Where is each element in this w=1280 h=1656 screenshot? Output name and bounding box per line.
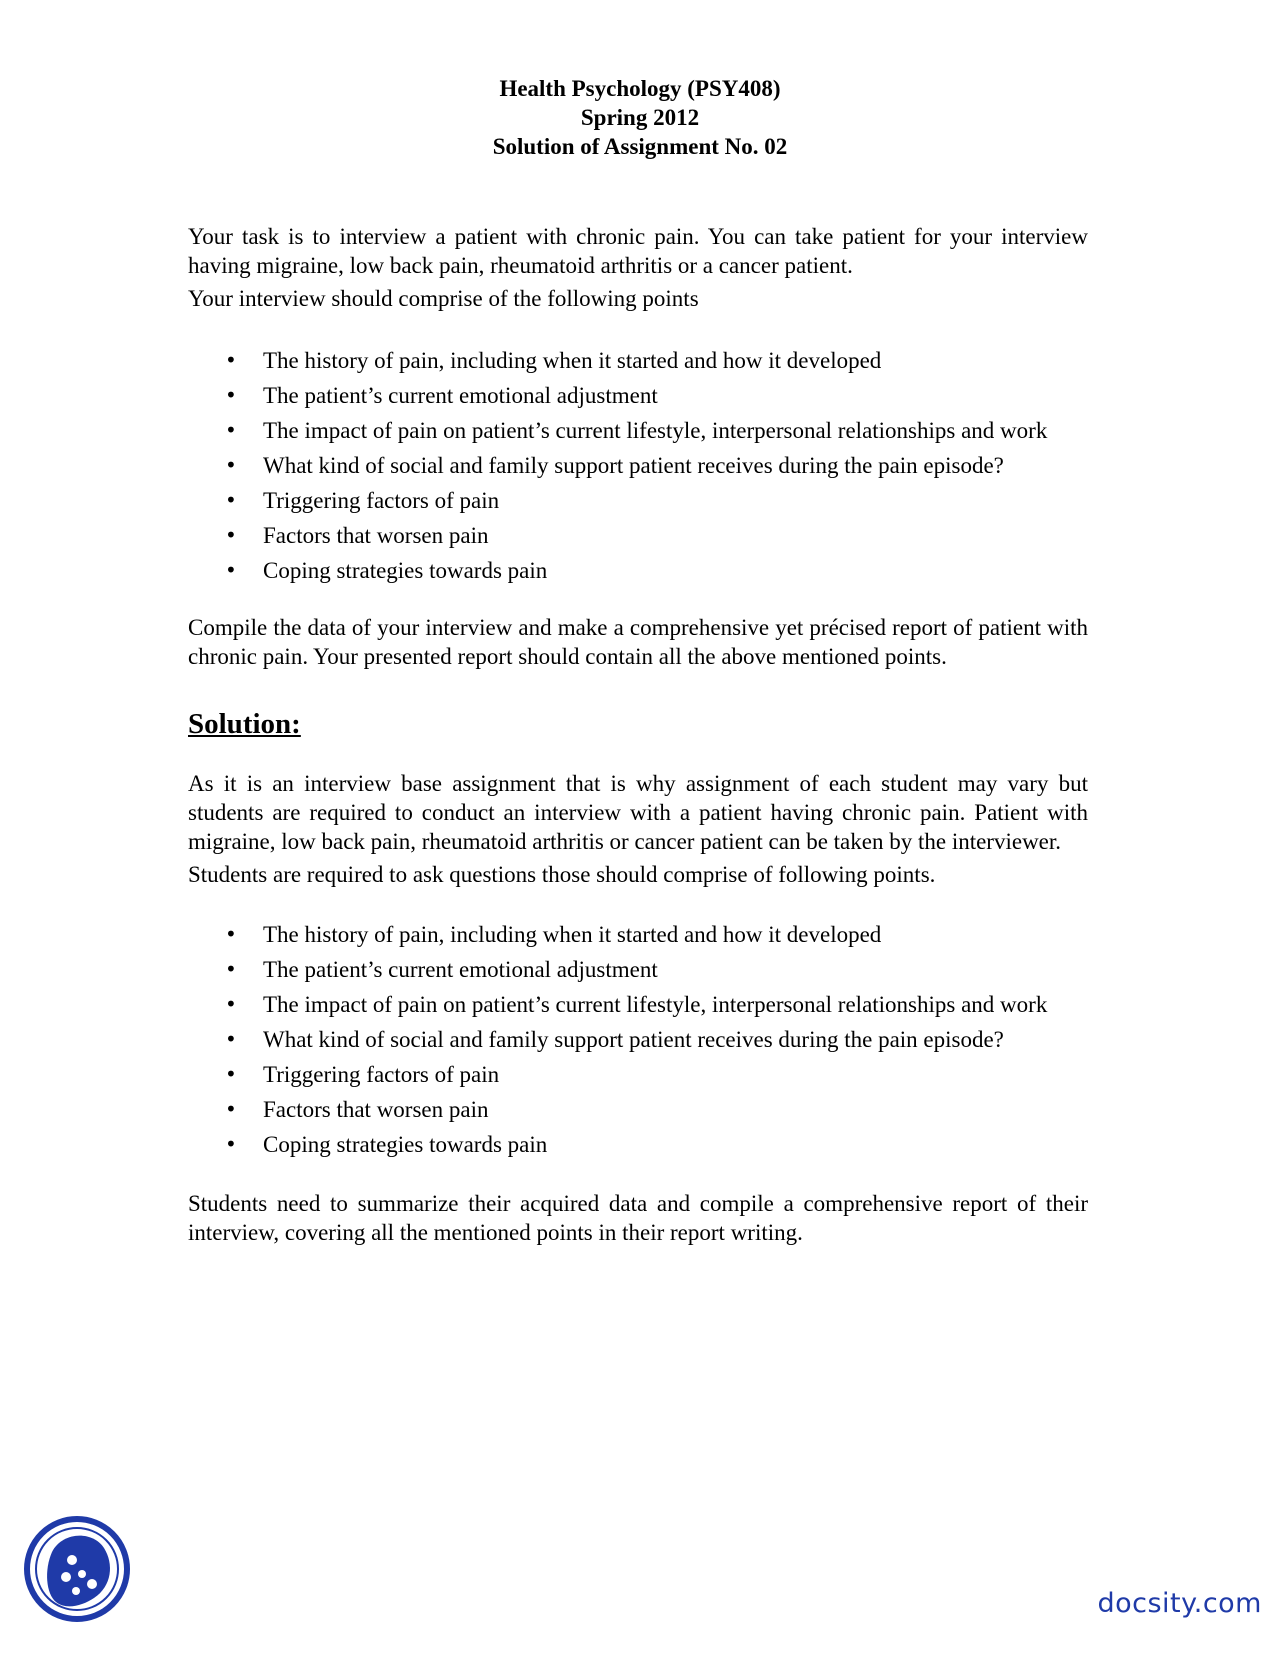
list-item: • The patient’s current emotional adjustment (188, 955, 1088, 984)
task-closing: Compile the data of your interview and make a comprehensive yet précised report of patient with chronic pain. Your presented report should contain all the above mentioned points. (188, 615, 1088, 669)
list-item: • The impact of pain on patient’s current lifestyle, interpersonal relationships and work (188, 416, 1088, 445)
list-item: • Factors that worsen pain (188, 1095, 1088, 1124)
list-item: • Factors that worsen pain (188, 521, 1088, 550)
task-points-list (188, 346, 1088, 585)
list-item: • Coping strategies towards pain (188, 1130, 1088, 1159)
list-item: • Triggering factors of pain (188, 1060, 1088, 1089)
list-item: • The history of pain, including when it started and how it developed (188, 346, 1088, 375)
list-item: • The patient’s current emotional adjustment (188, 381, 1088, 410)
document-header (0, 74, 1280, 161)
solution-heading: Solution: (188, 708, 301, 740)
assignment-title: Solution of Assignment No. 02 (492, 134, 788, 159)
semester: Spring 2012 (580, 105, 700, 130)
course-title: Health Psychology (PSY408) (499, 76, 781, 101)
list-item: • What kind of social and family support patient receives during the pain episode? (188, 1025, 1088, 1054)
docsity-logo-icon (22, 1514, 132, 1624)
task-intro-points: Your interview should comprise of the following points (188, 286, 699, 311)
task-intro: Your task is to interview a patient with chronic pain. You can take patient for your interview having migraine, low back pain, rheumatoid arthritis or a cancer patient. (188, 224, 1088, 278)
brand-link[interactable]: docsity.com (1097, 1588, 1262, 1619)
list-item: • Triggering factors of pain (188, 486, 1088, 515)
list-item: • The history of pain, including when it started and how it developed (188, 920, 1088, 949)
list-item: • The impact of pain on patient’s current lifestyle, interpersonal relationships and work (188, 990, 1088, 1019)
solution-intro-points: Students are required to ask questions those should comprise of following points. (188, 862, 936, 887)
document-body (188, 222, 1088, 1247)
list-item: • Coping strategies towards pain (188, 556, 1088, 585)
solution-para: As it is an interview base assignment that is why assignment of each student may vary but students are required to conduct an interview with a patient having chronic pain. Patient with migraine, low back pain, rheumatoid arthritis or cancer patient can be taken by the interviewer. (188, 771, 1088, 854)
solution-closing: Students need to summarize their acquired data and compile a comprehensive report of their interview, covering all the mentioned points in their report writing. (188, 1191, 1088, 1245)
list-item: • What kind of social and family support patient receives during the pain episode? (188, 451, 1088, 480)
solution-points-list (188, 920, 1088, 1159)
